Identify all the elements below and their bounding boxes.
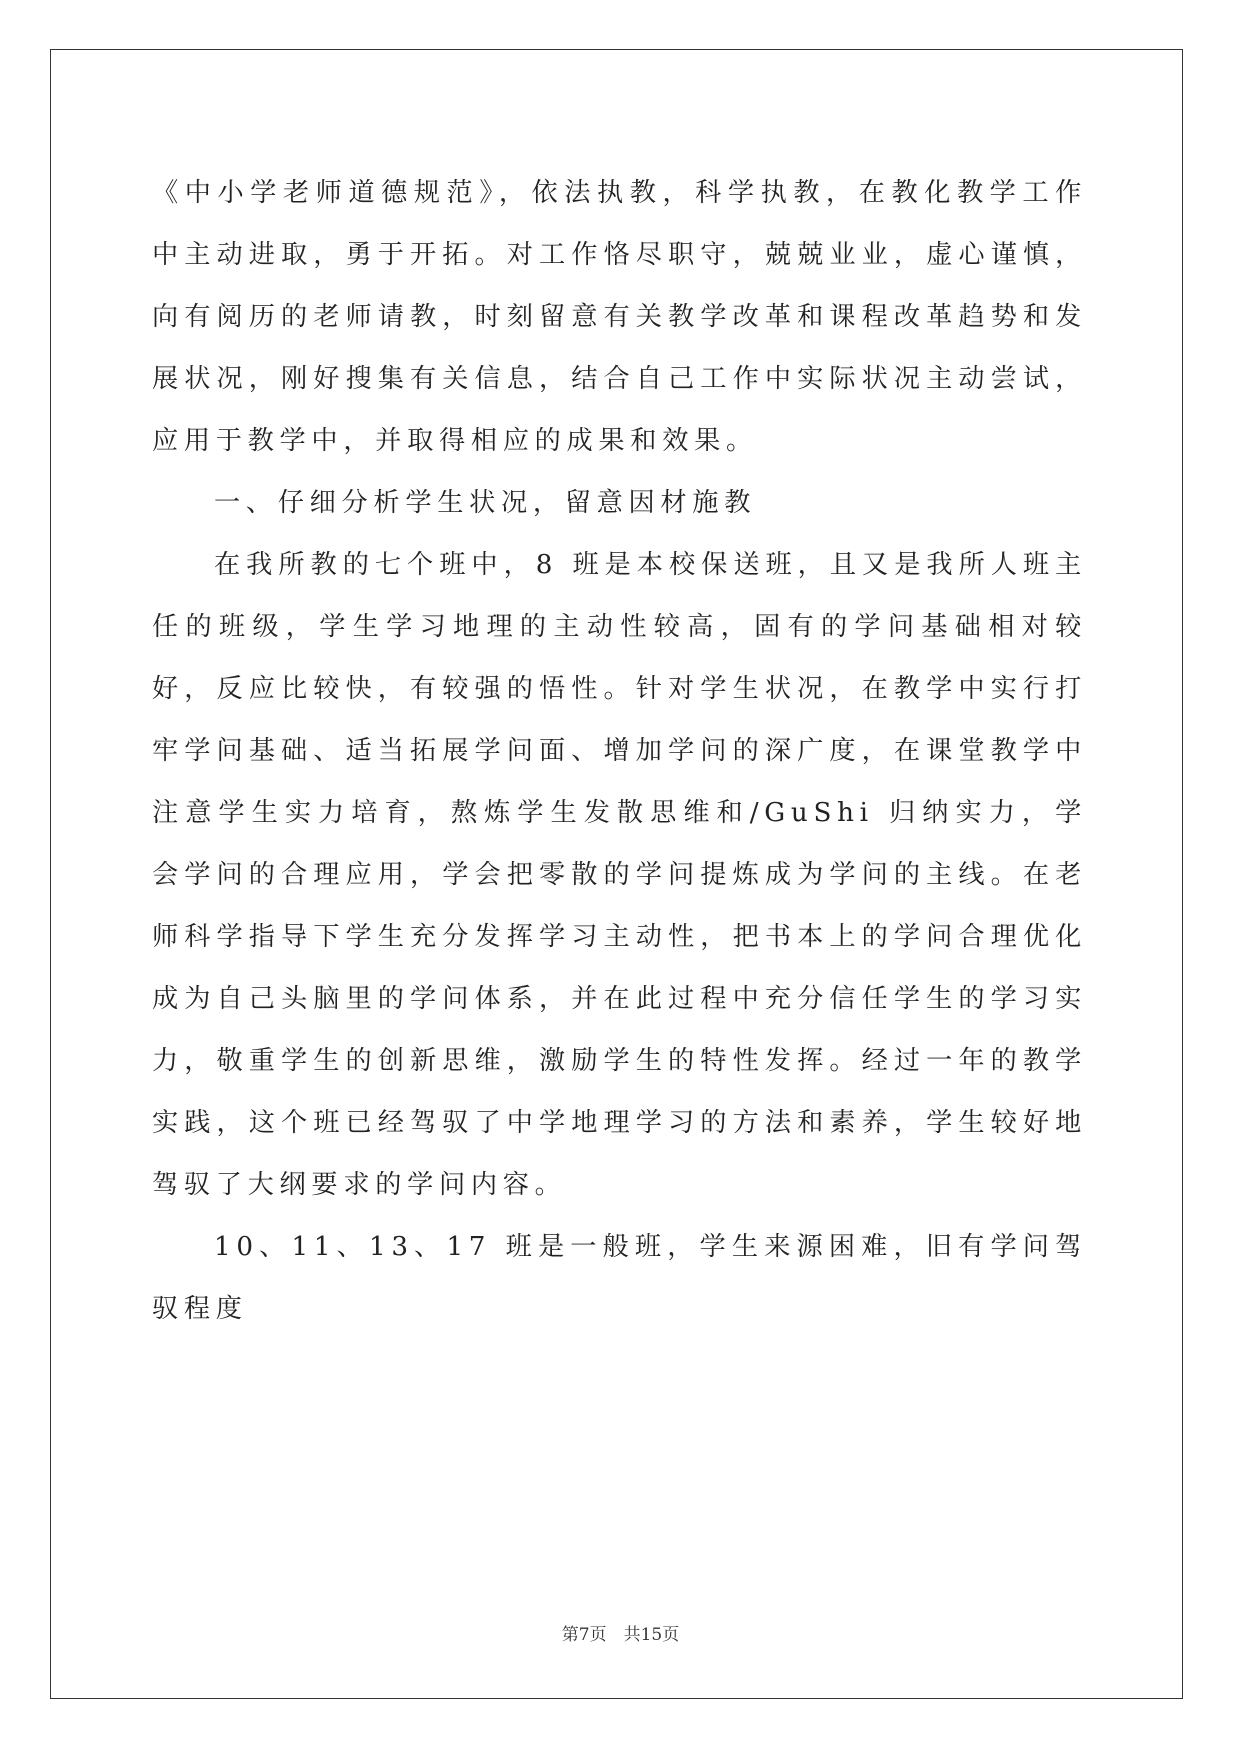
page-number-footer: 第7页 共15页 [561, 1625, 680, 1645]
document-body [152, 162, 1087, 1340]
section-heading: 一、仔细分析学生状况，留意因材施教 [214, 488, 757, 518]
paragraph-class-8: 在我所教的七个班中，8 班是本校保送班，且又是我所人班主任的班级，学生学习地理的主动性较高，固有的学问基础相对较好，反应比较快，有较强的悟性。针对学生状况，在教学中实行打牢学问基础、适当拓展学问面、增加学问的深广度，在课堂教学中注意学生实力培育，熬炼学生发散思维和/GuShi 归纳实力，学会学问的合理应用，学会把零散的学问提炼成为学问的主线。在老师科学指导下学生充分发挥学习主动性，把书本上的学问合理优化成为自己头脑里的学问体系，并在此过程中充分信任学生的学习实力，敬重学生的创新思维，激励学生的特性发挥。经过一年的教学实践，这个班已经驾驭了中学地理学习的方法和素养，学生较好地驾驭了大纲要求的学问内容。 [152, 550, 1087, 1200]
paragraph-intro-continued: 《中小学老师道德规范》，依法执教，科学执教，在教化教学工作中主动进取，勇于开拓。对工作恪尽职守，兢兢业业，虚心谨慎，向有阅历的老师请教，时刻留意有关教学改革和课程改革趋势和发展状况，刚好搜集有关信息，结合自己工作中实际状况主动尝试，应用于教学中，并取得相应的成果和效果。 [152, 178, 1087, 456]
paragraph-general-classes: 10、11、13、17 班是一般班，学生来源困难，旧有学问驾驭程度 [152, 1232, 1087, 1324]
